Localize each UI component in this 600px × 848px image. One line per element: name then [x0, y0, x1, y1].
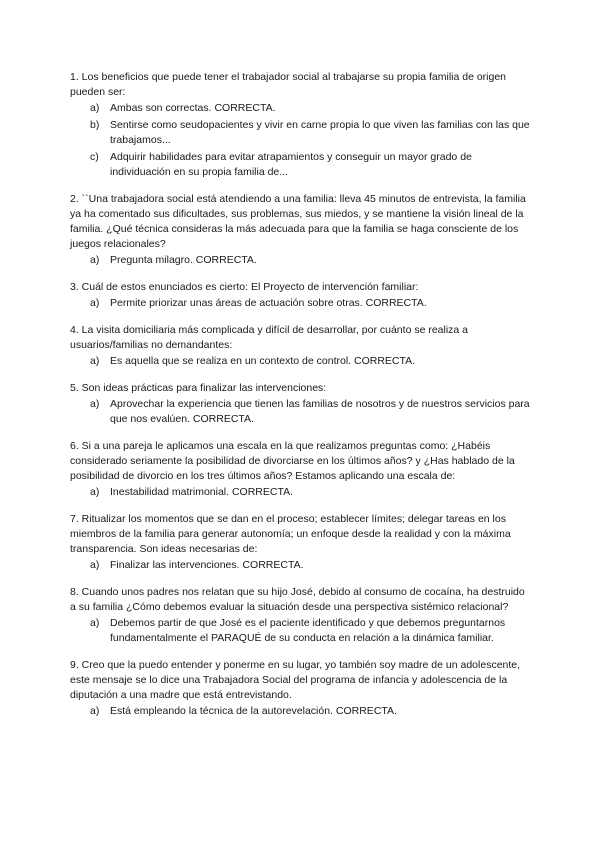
question-text: 9. Creo que la puedo entender y ponerme en su lugar, yo también soy madre de un adolescente, este mensaje se lo dice una Trabajadora Social del programa de infancia y adolescencia de la diputación a una madre que está entrevistando. [70, 659, 521, 701]
answer-option [70, 354, 530, 369]
question-text: 2. ``Una trabajadora social está atendiendo a una familia: lleva 45 minutos de entrevista, la familia ya ha comentado sus dificultades, sus problemas, sus miedos, y se mantiene la visión lineal de la familia. ¿Qué técnica consideras la más adecuada para que la familia se haga consciente de los juegos relacionales? [70, 193, 526, 250]
question-5 [70, 381, 530, 427]
option-text: Adquirir habilidades para evitar atrapamientos y conseguir un mayor grado de individuación en su propia familia de... [110, 151, 472, 178]
option-letter: a) [90, 254, 100, 266]
option-text: Permite priorizar unas áreas de actuación sobre otras. CORRECTA. [110, 297, 427, 309]
answer-list [70, 558, 530, 573]
answer-list [70, 485, 530, 500]
answer-option [70, 150, 530, 180]
option-text: Finalizar las intervenciones. CORRECTA. [110, 559, 304, 571]
answer-list [70, 253, 530, 268]
answer-list [70, 296, 530, 311]
option-letter: c) [90, 151, 99, 163]
answer-option [70, 558, 530, 573]
option-letter: a) [90, 398, 100, 410]
option-text: Es aquella que se realiza en un contexto de control. CORRECTA. [110, 355, 416, 367]
answer-option [70, 296, 530, 311]
answer-list [70, 616, 530, 646]
question-text: 3. Cuál de estos enunciados es cierto: El Proyecto de intervención familiar: [70, 281, 419, 293]
answer-list [70, 397, 530, 427]
option-letter: a) [90, 355, 100, 367]
question-text: 4. La visita domiciliaria más complicada y difícil de desarrollar, por cuánto se realiza a usuarios/familias no demandantes: [70, 324, 469, 351]
question-text: 5. Son ideas prácticas para finalizar las intervenciones: [70, 382, 327, 394]
question-1 [70, 70, 530, 180]
option-letter: a) [90, 559, 100, 571]
option-text: Aprovechar la experiencia que tienen las familias de nosotros y de nuestros servicios para que nos evalúen. CORRECTA. [110, 398, 530, 425]
option-letter: a) [90, 297, 100, 309]
answer-option [70, 118, 530, 148]
answer-option [70, 253, 530, 268]
question-8 [70, 585, 530, 646]
question-list [70, 70, 530, 719]
question-text: 6. Si a una pareja le aplicamos una escala en la que realizamos preguntas como: ¿Habéis considerado seriamente la posibilidad de divorciarse en los últimos años? y ¿Has hablado de la posibilidad de divorcio en los tres últimos años? Estamos aplicando una escala de: [70, 440, 515, 482]
question-text: 7. Ritualizar los momentos que se dan en el proceso; establecer límites; delegar tareas en los miembros de la familia para generar autonomía; un enfoque desde la realidad y con la máxima transparencia. Son ideas necesarias de: [70, 513, 511, 555]
option-text: Sentirse como seudopacientes y vivir en carne propia lo que viven las familias con las que trabajamos... [110, 119, 530, 146]
answer-list [70, 101, 530, 180]
option-text: Ambas son correctas. CORRECTA. [110, 102, 276, 114]
answer-option [70, 704, 530, 719]
option-text: Inestabilidad matrimonial. CORRECTA. [110, 486, 294, 498]
question-2 [70, 192, 530, 268]
question-text: 1. Los beneficios que puede tener el trabajador social al trabajarse su propia familia de origen pueden ser: [70, 71, 507, 98]
answer-option [70, 397, 530, 427]
question-3 [70, 280, 530, 311]
option-text: Está empleando la técnica de la autorevelación. CORRECTA. [110, 705, 397, 717]
option-letter: a) [90, 617, 100, 629]
option-letter: b) [90, 119, 100, 131]
answer-list [70, 704, 530, 719]
option-letter: a) [90, 102, 100, 114]
question-9 [70, 658, 530, 719]
question-text: 8. Cuando unos padres nos relatan que su hijo José, debido al consumo de cocaína, ha destruido a su familia ¿Cómo debemos evaluar la situación desde una perspectiva sistémico relacional? [70, 586, 525, 613]
option-letter: a) [90, 486, 100, 498]
option-text: Pregunta milagro. CORRECTA. [110, 254, 257, 266]
question-6 [70, 439, 530, 500]
answer-option [70, 616, 530, 646]
question-7 [70, 512, 530, 573]
question-4 [70, 323, 530, 369]
answer-list [70, 354, 530, 369]
answer-option [70, 485, 530, 500]
answer-option [70, 101, 530, 116]
option-text: Debemos partir de que José es el paciente identificado y que debemos preguntarnos fundamentalmente el PARAQUÉ de su conducta en relación a la dinámica familiar. [110, 617, 506, 644]
option-letter: a) [90, 705, 100, 717]
